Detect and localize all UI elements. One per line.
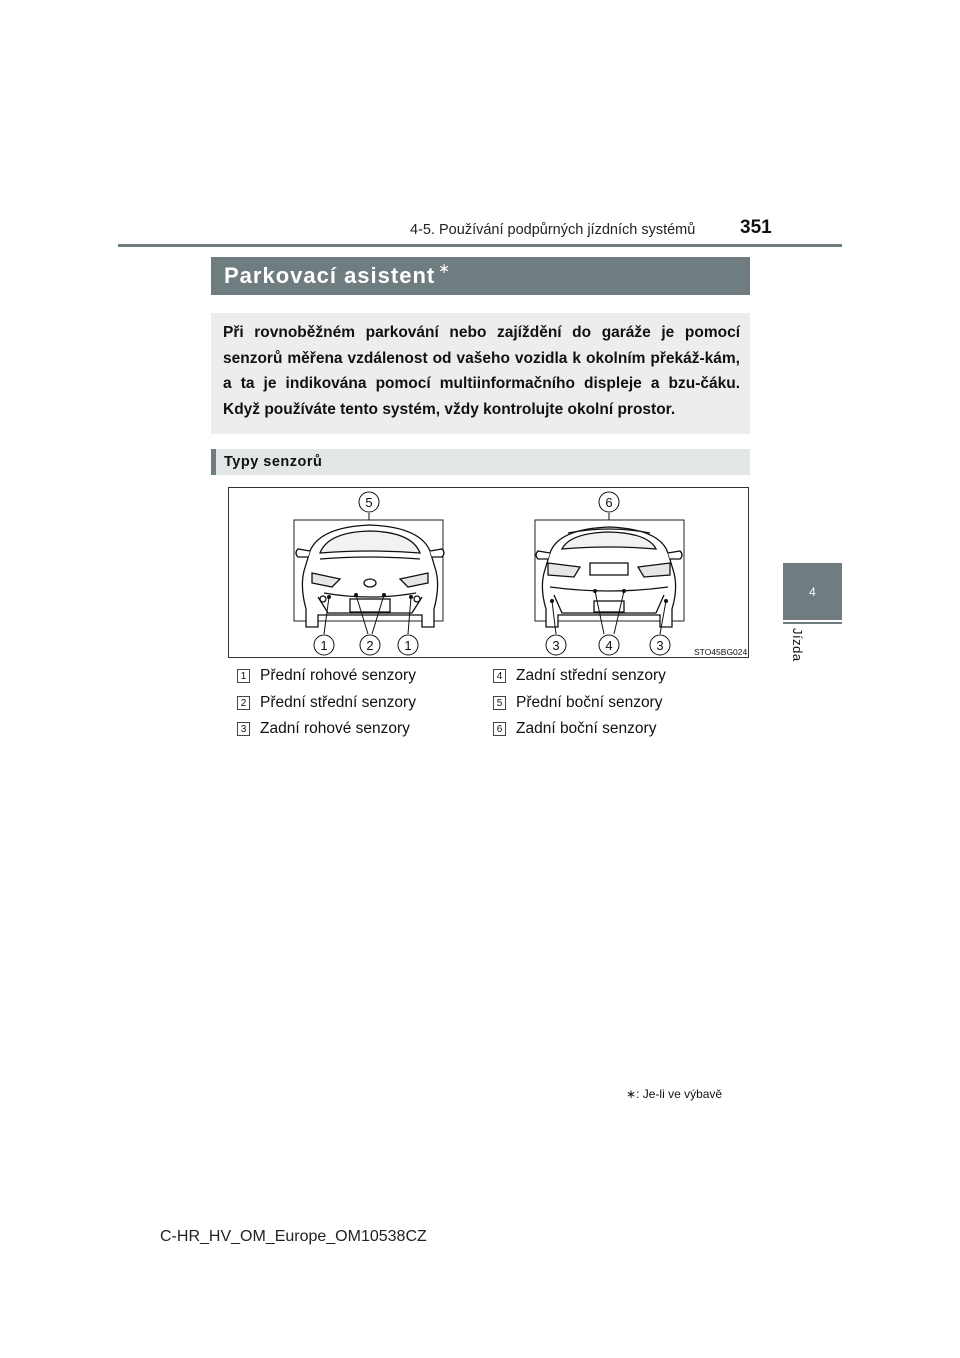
callout-label: 5 bbox=[365, 495, 373, 510]
legend-number: 6 bbox=[493, 722, 506, 736]
legend-item bbox=[237, 720, 410, 738]
chapter-number: 4 bbox=[809, 584, 816, 599]
legend-item bbox=[493, 720, 656, 738]
intro-text: Při rovnoběžném parkování nebo zajíždění do garáže je pomocí senzorů měřena vzdálenost od vašeho vozidla k okolním překáž-kám, a ta je indikována pomocí multiinformačního displeje a bzu-čáku. Když používáte tento systém, vždy kontrolujte okolní prostor. bbox=[223, 324, 740, 418]
footnote bbox=[626, 1087, 722, 1101]
legend-item bbox=[237, 694, 416, 712]
chapter-tab-divider bbox=[783, 622, 842, 624]
legend-item bbox=[237, 667, 416, 685]
header-divider bbox=[118, 244, 842, 247]
legend-label: Přední rohové senzory bbox=[260, 667, 416, 684]
legend-number: 1 bbox=[237, 669, 250, 683]
chapter-label: Jízda bbox=[790, 628, 805, 662]
legend-label: Přední boční senzory bbox=[516, 694, 663, 711]
subsection-heading-marker bbox=[211, 449, 216, 475]
section-title: Parkovací asistent bbox=[224, 263, 436, 288]
legend-number: 5 bbox=[493, 696, 506, 710]
subsection-title: Typy senzorů bbox=[224, 454, 323, 470]
optional-equipment-mark: ∗ bbox=[438, 259, 450, 276]
chapter-tab[interactable] bbox=[783, 563, 842, 620]
intro-box bbox=[211, 313, 750, 434]
page-number: 351 bbox=[740, 217, 772, 238]
legend-label: Zadní rohové senzory bbox=[260, 720, 410, 737]
legend-number: 3 bbox=[237, 722, 250, 736]
front-car-illustration bbox=[294, 520, 444, 627]
footnote-mark: ∗ bbox=[626, 1087, 637, 1101]
rear-car-illustration bbox=[535, 520, 684, 627]
legend-number: 2 bbox=[237, 696, 250, 710]
footer-doc-id: C-HR_HV_OM_Europe_OM10538CZ bbox=[160, 1228, 427, 1245]
callout-label: 3 bbox=[552, 638, 560, 653]
callout-label: 1 bbox=[404, 638, 412, 653]
callout-label: 2 bbox=[366, 638, 374, 653]
header-section-title: 4-5. Používání podpůrných jízdních systémů bbox=[410, 222, 696, 238]
callout-label: 3 bbox=[656, 638, 664, 653]
callout-label: 4 bbox=[605, 638, 613, 653]
callout-label: 6 bbox=[605, 495, 613, 510]
legend-item bbox=[493, 694, 662, 712]
sensor-illustration bbox=[228, 487, 749, 658]
legend-item bbox=[493, 667, 666, 685]
legend-number: 4 bbox=[493, 669, 506, 683]
legend-label: Zadní boční senzory bbox=[516, 720, 657, 737]
legend-label: Přední střední senzory bbox=[260, 694, 416, 711]
section-title-bar bbox=[211, 257, 750, 295]
footnote-text: : Je-li ve výbavě bbox=[636, 1087, 723, 1101]
legend-label: Zadní střední senzory bbox=[516, 667, 666, 684]
callout-label: 1 bbox=[320, 638, 328, 653]
figure-code: STO45BG024 bbox=[694, 647, 748, 657]
